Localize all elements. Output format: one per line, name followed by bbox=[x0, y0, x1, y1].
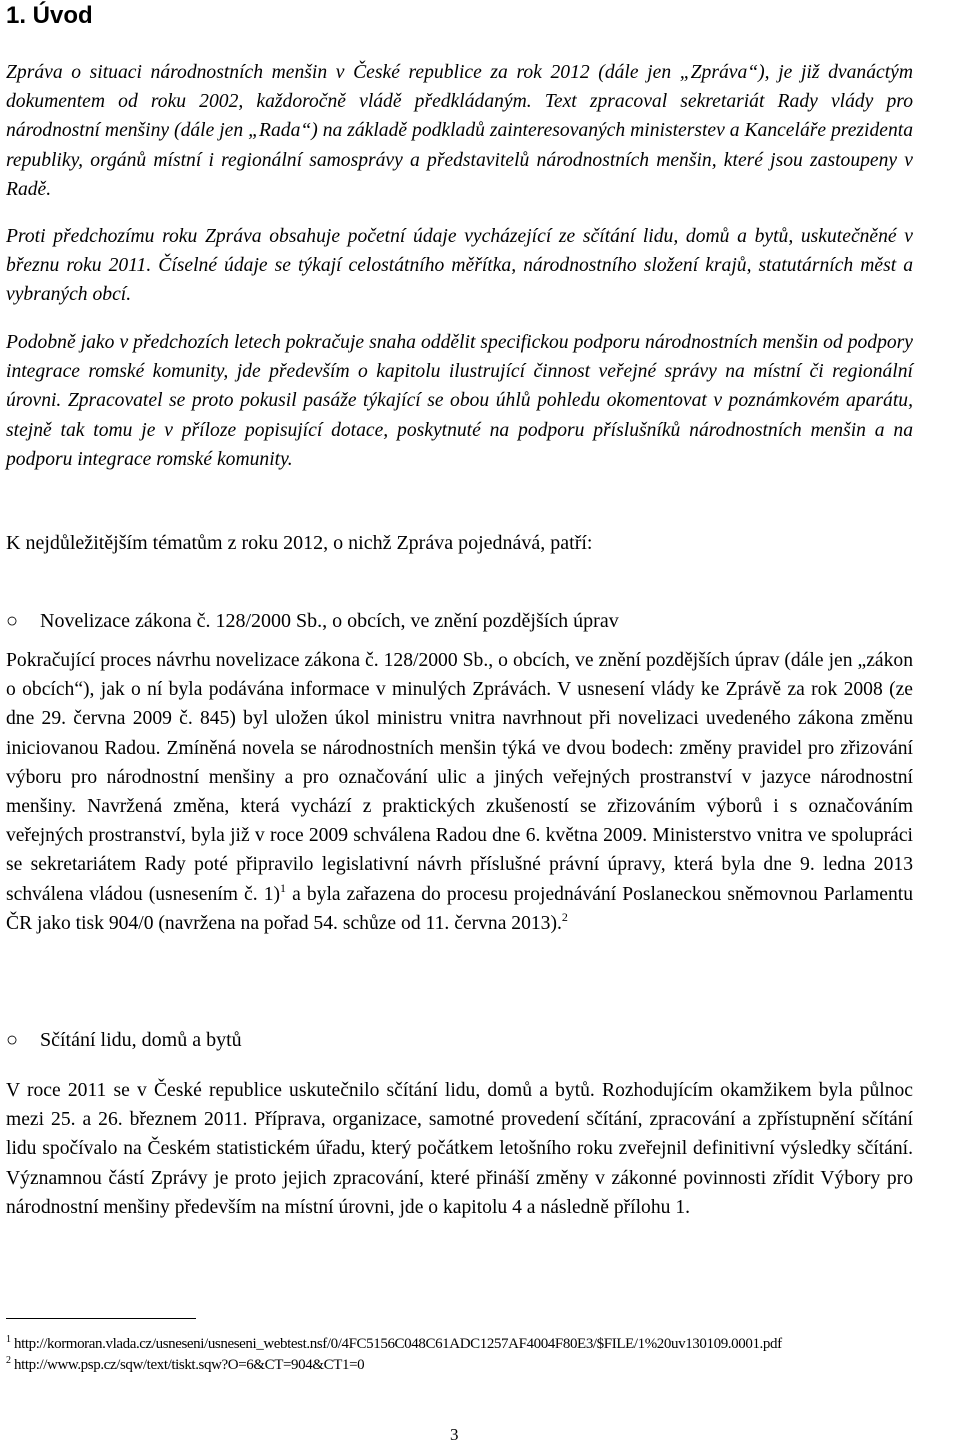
section-heading: 1. Úvod bbox=[6, 2, 93, 29]
footnote-ref-1[interactable]: 1 bbox=[280, 880, 287, 895]
footnote-link[interactable]: http://www.psp.cz/sqw/text/tiskt.sqw?O=6&CT=904&CT1=0 bbox=[13, 1357, 365, 1373]
intro-paragraph: Zpráva o situaci národnostních menšin v České republice za rok 2012 (dále jen „Zpráva“), je již dvanáctým dokumentem od roku 2002, každoročně vládě předkládaným. Text zpracoval sekretariát Rady vlády pro národnostní menšiny (dále jen „Rada“) na základě podkladů zainteresovaných ministerstev a Kanceláře prezidenta republiky, orgánů místní i regionální samosprávy a představitelů národnostních menšin, které jsou zastoupeny v Radě. bbox=[6, 62, 913, 200]
census-paragraph: Proti předchozímu roku Zpráva obsahuje početní údaje vycházející ze sčítání lidu, domů a bytů, uskutečněné v březnu roku 2011. Číselné údaje se týkají celostátního měřítka, národnostního složení krajů, statutárních měst a vybraných obcí. bbox=[6, 226, 913, 306]
footnote-2 bbox=[6, 1355, 364, 1375]
topics-lead: K nejdůležitějším tématům z roku 2012, o nichž Zpráva pojednává, patří: bbox=[6, 532, 593, 554]
topic-title: Sčítání lidu, domů a bytů bbox=[40, 1029, 242, 1051]
support-paragraph: Podobně jako v předchozích letech pokračuje snaha oddělit specifickou podporu národnostních menšin od podpory integrace romské komunity, jde především o kapitolu ilustrující činnost veřejné správy na místní či regionální úrovni. Zpracovatel se proto pokusil pasáže týkající se obou úhlů pohledu okomentovat v poznámkovém aparátu, stejně tak tomu je v příloze popisující dotace, poskytnuté na podporu příslušníků národnostních menšin a na podporu integrace romské komunity. bbox=[6, 332, 913, 470]
footnote-1 bbox=[6, 1334, 782, 1354]
topic-title: Novelizace zákona č. 128/2000 Sb., o obcích, ve znění pozdějších úprav bbox=[40, 610, 619, 632]
footnote-divider bbox=[6, 1318, 196, 1319]
circle-bullet-icon: ○ bbox=[6, 1029, 19, 1051]
circle-bullet-icon: ○ bbox=[6, 610, 19, 632]
census-section-paragraph: V roce 2011 se v České republice uskutečnilo sčítání lidu, domů a bytů. Rozhodujícím okamžikem byla půlnoc mezi 25. a 26. březnem 2011. Příprava, organizace, samotné provedení sčítání, zpracování a zpřístupnění sčítání lidu spočívalo na Českém statistickém úřadu, který počátkem letošního roku zveřejnil definitivní výsledky sčítání. Významnou částí Zprávy je proto jejich zpracování, které přináší změny v zákonné povinnosti zřídit Výbory pro národnostní menšiny především na místní úrovni, jde o kapitolu 4 a následně přílohu 1. bbox=[6, 1080, 913, 1218]
topic-heading-census bbox=[6, 1025, 242, 1055]
municipal-law-text-a: Pokračující proces návrhu novelizace zákona č. 128/2000 Sb., o obcích, ve znění pozdějších úprav (dále jen „zákon o obcích“), jak o ní byla podávána informace v minulých Zprávách. V usnesení vlády ke Zprávě za rok 2008 (ze dne 29. června 2009 č. 845) byl uložen úkol ministru vnitra navrhnout při novelizaci uvedeného zákona změnu iniciovanou Radou. Zmíněná novela se národnostních menšin týká ve dvou bodech: změny pravidel pro zřizování výboru pro národnostní menšiny a pro označování ulic a jiných veřejných prostranství v jazyce národnostní menšiny. Navržená změna, která vychází z praktických zkušeností se zřizováním výborů i s označováním veřejných prostranství, byla již v roce 2009 schválena Radou dne 6. května 2009. Ministerstvo vnitra ve spolupráci se sekretariátem Rady poté připravilo legislativní návrh příslušné právní úpravy, která byla dne 9. ledna 2013 schválena vládou (usnesením č. 1) bbox=[6, 650, 913, 905]
municipal-law-paragraph bbox=[6, 646, 913, 938]
footnote-number: 2 bbox=[6, 1355, 11, 1366]
topic-heading-municipal-law bbox=[6, 606, 619, 636]
footnote-ref-2[interactable]: 2 bbox=[561, 909, 568, 924]
footnote-number: 1 bbox=[6, 1334, 11, 1345]
municipal-law-text-b: a byla zařazena do procesu projednávání Poslaneckou sněmovnou Parlamentu ČR jako tisk 904/0 (navržena na pořad 54. schůze od 11. června 2013). bbox=[6, 883, 913, 934]
footnote-link[interactable]: http://kormoran.vlada.cz/usneseni/usneseni_webtest.nsf/0/4FC5156C048C61ADC1257AF4004F80E3/$FILE/1%20uv130109.0001.pdf bbox=[13, 1336, 782, 1352]
page-number: 3 bbox=[450, 1425, 459, 1444]
